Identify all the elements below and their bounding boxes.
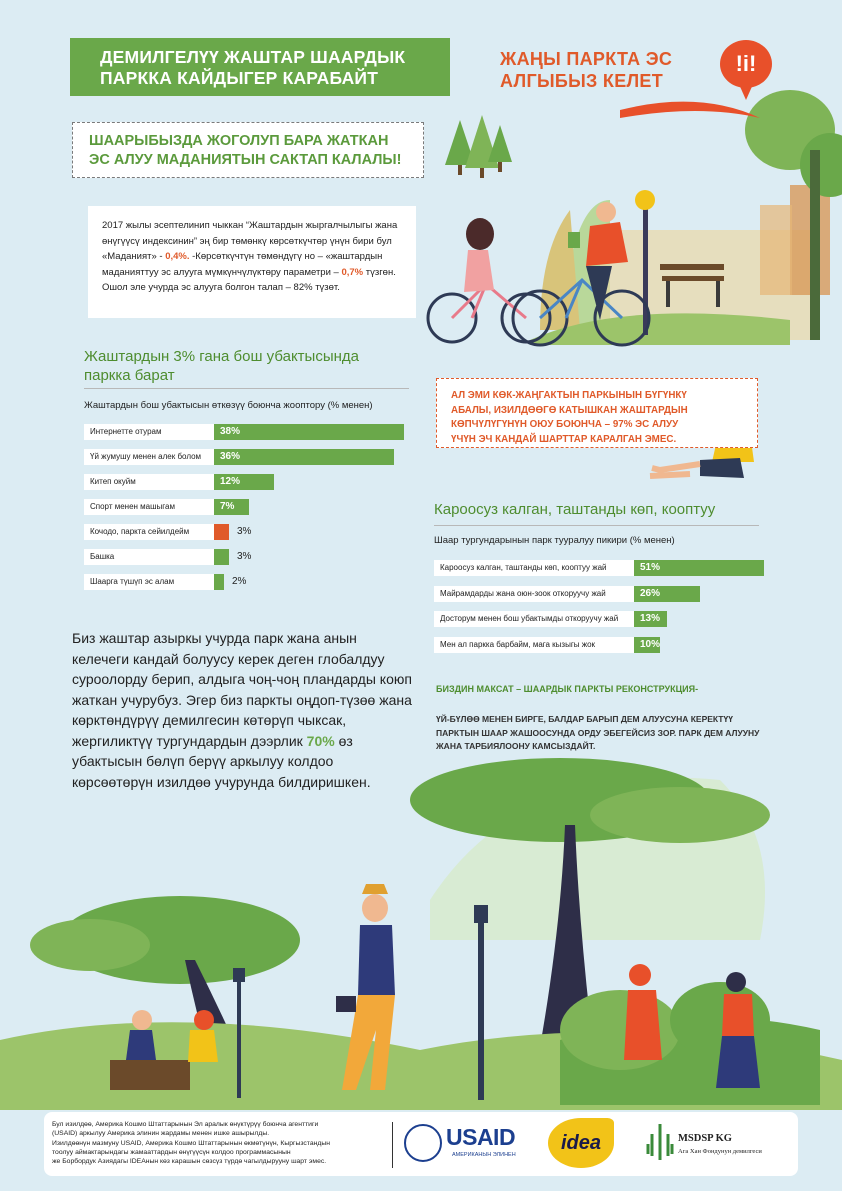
section1-row-value: 38% xyxy=(220,426,241,437)
culture-callout xyxy=(72,122,424,178)
culture-line2: ЭС АЛУУ МАДАНИЯТЫН САКТАП КАЛАЛЫ! xyxy=(89,152,402,168)
usaid-logo: USAID xyxy=(446,1124,516,1150)
section1-bar xyxy=(214,549,229,565)
slogan-line1: ЖАҢЫ ПАРКТА ЭС xyxy=(500,49,673,69)
footer-line3: Изилдөөнүн мазмуну USAID, Америка Кошмо Штаттарынын өкмөтүнүн, Кыргызстандын xyxy=(52,1139,330,1147)
footer-divider xyxy=(392,1122,393,1168)
section2-row-value: 26% xyxy=(640,587,661,599)
footer-disclaimer xyxy=(52,1120,382,1166)
msdsp-tagline: Ага Хан Фондунун демилгеси xyxy=(678,1148,762,1155)
body-text-part2: өз убактысын бөлүп берүү аркылуу колдоо көрсөөтөрүн изилдөө учурунда билдиришкен. xyxy=(72,732,371,790)
main-body-text xyxy=(72,628,417,792)
section1-bar xyxy=(214,449,394,465)
idea-logo: idea xyxy=(548,1118,614,1168)
section1-row-value: 2% xyxy=(232,576,247,587)
section1-row-value: 7% xyxy=(220,501,235,512)
goal-title: БИЗДИН МАКСАТ – ШААРДЫК ПАРКТЫ РЕКОНСТРУКЦИЯ- xyxy=(436,684,699,694)
section1-row-label: Шаарга түшүп эс алам xyxy=(84,574,214,590)
section1-row-label: Үй жумушу менен алек болом xyxy=(84,449,214,465)
callout-line4: ҮЧҮН ЭЧ КАНДАЙ ШАРТТАР КАРАЛГАН ЭМЕС. xyxy=(451,433,677,445)
section1-row-label: Спорт менен машыгам xyxy=(84,499,214,515)
section1-row-value: 3% xyxy=(237,551,252,562)
section2-row-label: Кароосуз калган, таштанды көп, кооптуу жай xyxy=(434,560,634,576)
section1-row-label: Башка xyxy=(84,549,214,565)
callout-line3: КӨПЧҮЛҮГҮНҮН ОЮУ БОЮНЧА – 97% ЭС АЛУУ xyxy=(451,419,679,430)
msdsp-logo: MSDSP KG xyxy=(678,1133,732,1144)
section1-bar xyxy=(214,574,224,590)
culture-line1: ШААРЫБЫЗДА ЖОГОЛУП БАРА ЖАТКАН xyxy=(89,133,389,149)
section1-row-label: Кочодо, паркта сейилдейм xyxy=(84,524,214,540)
footer-line1: Бул изилдөө, Америка Кошмо Штаттарынын Эл аралык өнүктүрүү боюнча агенттиги xyxy=(52,1121,319,1128)
main-title xyxy=(70,38,450,96)
main-title-line1: ДЕМИЛГЕЛҮҮ ЖАШТАР ШААРДЫК xyxy=(100,47,406,67)
pine-trees xyxy=(445,115,512,178)
section1-row-value: 36% xyxy=(220,451,241,462)
exclamation-bubble-icon: !i! xyxy=(720,40,772,88)
section2-subtitle: Шаар тургундарынын парк тууралуу пикири (% менен) xyxy=(434,535,675,546)
section2-row-value: 13% xyxy=(640,613,661,624)
intro-paragraph xyxy=(88,206,416,318)
park-condition-callout xyxy=(436,378,758,448)
intro-text-3: түзгөн. Ошол эле учурда эс алууга болгон талап – 82% түзөт. xyxy=(102,266,396,293)
park-scene-top xyxy=(428,90,842,345)
intro-text-2: -Көрсөткүчтүн төмөндүгү но – «жаштардын маданияттуу эс алууга мүмкүнчүлүктөру параметри – xyxy=(102,251,383,278)
footer-line2: (USAID) аркылуу Америка элинин жардамы менен ишке ашырылды. xyxy=(52,1130,270,1138)
section1-bar xyxy=(214,424,404,440)
section1-row-label: Интернетте отурам xyxy=(84,424,214,440)
intro-text-1: 2017 жылы эсептелинип чыккан “Жаштардын жыргалчылыгы жана өнүгүүсү индексинин” эң бир төмөнкү көрсөткүчтөр үнүн бири бул «Маданият» - xyxy=(102,220,398,262)
usaid-tagline: АМЕРИКАНЫН ЭЛИНЕН xyxy=(452,1152,516,1158)
footer-line5: же Борбордук Азиядагы IDEAнын көз карашын сөзсүз түрдө чагылдырууну шарт эмес. xyxy=(52,1158,327,1166)
msdsp-emblem-icon xyxy=(646,1120,674,1164)
slogan xyxy=(500,48,720,92)
section1-rule xyxy=(84,388,409,389)
body-text-part1: Биз жаштар азыркы учурда парк жана анын келечеги кандай болуусу керек деген глобалдуу суроолорду берип, алдыга чоң-чоң пландарды коюп жаткан учурубуз. Эгер биз паркты оңдоп-түзөө жана көрктөндүрүү демилгесин көтөрүп чыксак, жергиликтүү тургундардын дээрлик xyxy=(72,630,412,749)
bubble-tail xyxy=(738,82,754,100)
section2-row-value: 51% xyxy=(640,562,661,573)
callout-line1: АЛ ЭМИ КӨК-ЖАҢГАКТЫН ПАРКЫНЫН БҮГҮНКҮ xyxy=(451,390,687,401)
section2-row-label: Досторум менен бош убактымды откоруучу жай xyxy=(434,611,634,627)
park-scene-bottom xyxy=(0,758,842,1110)
section2-rule xyxy=(434,525,759,526)
callout-line2: АБАЛЫ, ИЗИЛДӨӨГӨ КАТЫШКАН ЖАШТАРДЫН xyxy=(451,404,688,416)
intro-value-2: 0,7% xyxy=(341,266,364,278)
body-text-highlight: 70% xyxy=(306,732,335,749)
section2-row-value: 10% xyxy=(640,638,661,650)
goal-text: ҮЙ-БҮЛӨӨ МЕНЕН БИРГЕ, БАЛДАР БАРЫП ДЕМ АЛУУСУНА КЕРЕКТҮҮ ПАРКТЫН ШААР ЖАШООСУНДА ОРДУ ЭБЕГЕЙСИЗ ЗОР. ПАРК ДЕМ АЛУУНУ ЖАНА ТАРБИЯЛООНУ КАМСЫЗДАЙТ. xyxy=(436,714,760,751)
section1-row-value: 12% xyxy=(220,476,241,487)
footer-line4: тоолуу аймактарындагы жамааттардын өнүгүүсүн колдоо программасынын xyxy=(52,1148,291,1156)
intro-value-1: 0,4%. xyxy=(165,251,190,262)
section1-title xyxy=(84,347,414,385)
section1-bar xyxy=(214,524,229,540)
usaid-seal-icon xyxy=(404,1124,442,1162)
section2-row-label: Майрамдарды жана оюн-зоок откоруучу жай xyxy=(434,586,634,602)
section2-title: Кароосуз калган, таштанды көп, кооптуу xyxy=(434,501,716,518)
section1-row-value: 3% xyxy=(237,526,252,537)
section1-title-line2: паркка барат xyxy=(84,367,175,384)
slogan-line2: АЛГЫБЫЗ КЕЛЕТ xyxy=(500,71,664,91)
section1-row-label: Китеп окуйм xyxy=(84,474,214,490)
main-title-line2: ПАРККА КАЙДЫГЕР КАРАБАЙТ xyxy=(100,68,379,88)
section1-title-line1: Жаштардын 3% гана бош убактысында xyxy=(84,348,359,365)
section1-subtitle: Жаштардын бош убактысын өткөзүү боюнча жооптору (% менен) xyxy=(84,400,373,411)
section2-row-label: Мен ал паркка барбайм, мага кызыгы жок xyxy=(434,637,634,653)
